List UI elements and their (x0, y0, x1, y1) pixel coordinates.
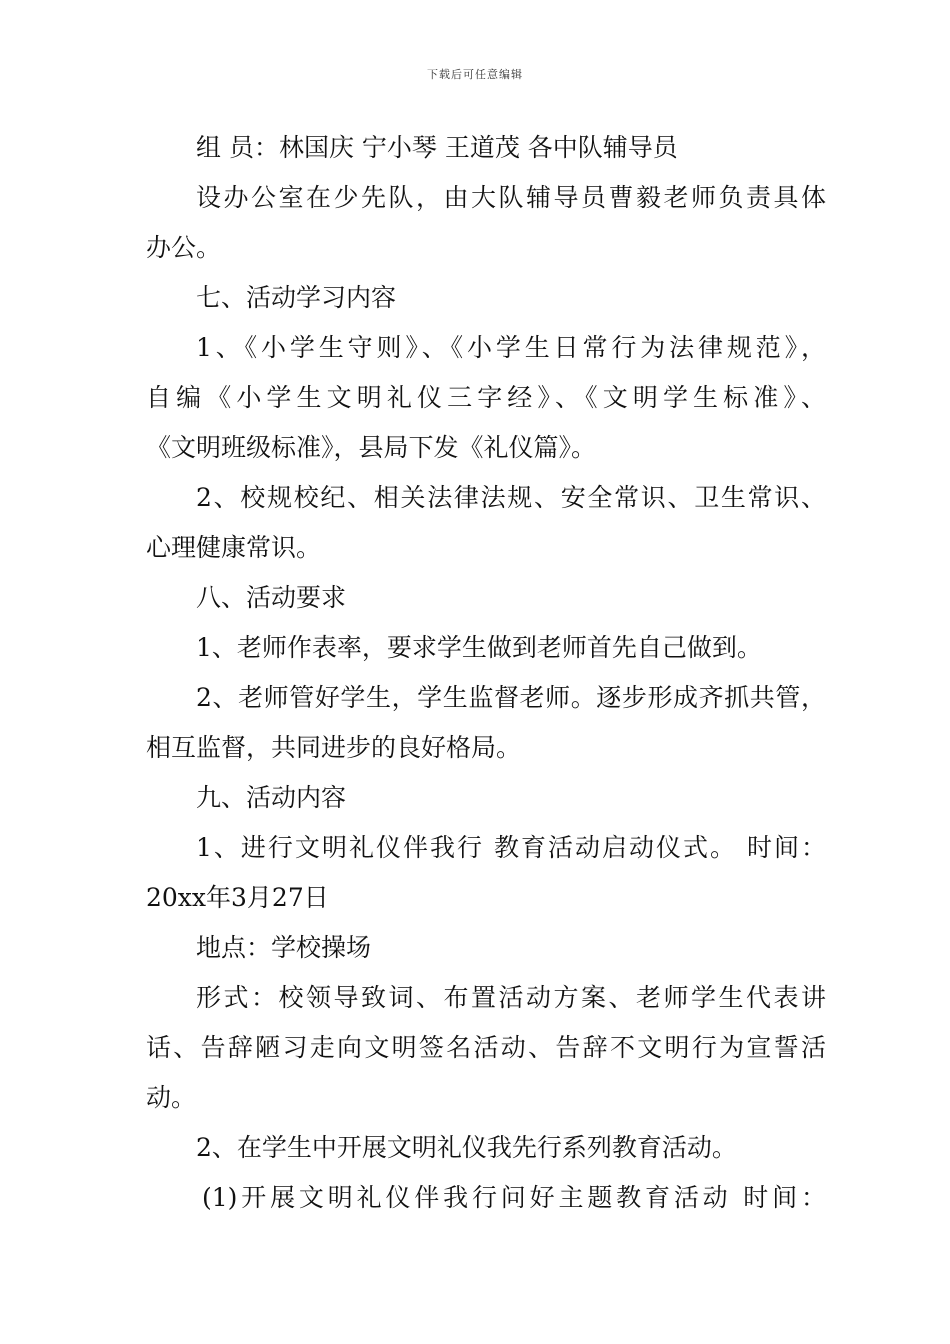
text-line-members: 组 员：林国庆 宁小琴 王道茂 各中队辅导员 (196, 133, 678, 162)
text-line-location: 地点：学校操场 (196, 933, 372, 962)
text-line-item-2-cont: 心理健康常识。 (146, 533, 322, 562)
text-line-req-1: 1、老师作表率，要求学生做到老师首先自己做到。 (196, 633, 762, 662)
text-line-act-2-sub-1: (1)开展文明礼仪伴我行问好主题教育活动 时间： (202, 1183, 826, 1212)
text-line-format-end: 动。 (146, 1083, 197, 1112)
document-body (146, 128, 826, 1228)
text-line-item-1-end: 《文明班级标准》，县局下发《礼仪篇》。 (146, 433, 597, 462)
text-line-act-2: 2、在学生中开展文明礼仪我先行系列教育活动。 (196, 1133, 737, 1162)
section-heading-9: 九、活动内容 (196, 783, 347, 812)
text-line-office: 设办公室在少先队，由大队辅导员曹毅老师负责具体 (196, 183, 826, 212)
page-header: 下载后可任意编辑 (427, 68, 523, 81)
text-line-act-1: 1、进行文明礼仪伴我行 教育活动启动仪式。 时间： (196, 833, 826, 862)
text-line-req-2-cont: 相互监督，共同进步的良好格局。 (146, 733, 522, 762)
section-heading-7: 七、活动学习内容 (196, 283, 397, 312)
text-line-act-1-date: 20xx年3月27日 (146, 883, 329, 912)
section-heading-8: 八、活动要求 (196, 583, 347, 612)
text-line-item-1-cont: 自编《小学生文明礼仪三字经》、《文明学生标准》、 (146, 383, 826, 412)
text-line-req-2: 2、老师管好学生，学生监督老师。逐步形成齐抓共管， (196, 683, 826, 712)
text-line-office-cont: 办公。 (146, 233, 222, 262)
text-line-item-1: 1、《小学生守则》、《小学生日常行为法律规范》， (196, 333, 826, 362)
text-line-item-2: 2、校规校纪、相关法律法规、安全常识、卫生常识、 (196, 483, 826, 512)
text-line-format-cont: 话、告辞陋习走向文明签名活动、告辞不文明行为宣誓活 (146, 1033, 826, 1062)
text-line-format: 形式：校领导致词、布置活动方案、老师学生代表讲 (196, 983, 826, 1012)
